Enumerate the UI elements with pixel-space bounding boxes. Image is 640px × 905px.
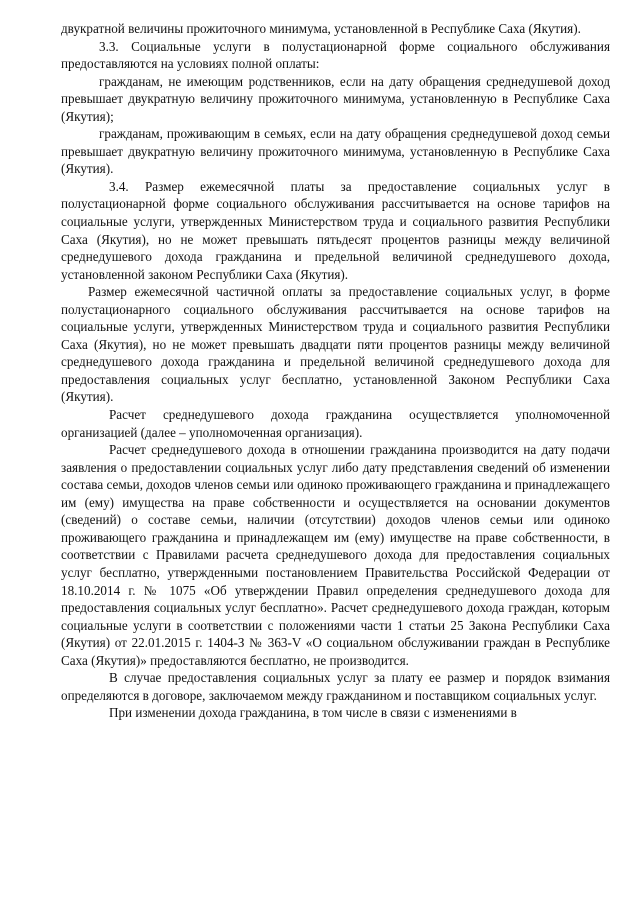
paragraph-continuation: двукратной величины прожиточного минимума, установленной в Республике Саха (Якутия).	[61, 21, 581, 36]
partial-payment-paragraph: Размер ежемесячной частичной оплаты за предоставление социальных услуг, в форме полустационарного социального обслуживания рассчитывается на основе тарифов на социальные услуги, утвержденных Министерством труда и социального развития Республики Саха (Якутия), но не может превышать двадцати пяти процентов разницы между величиной среднедушевого дохода гражданина и предельной величиной среднедушевого дохода для предоставления социальных услуг бесплатно, установленной Законом Республики Саха (Якутия).	[61, 284, 610, 405]
paid-services-paragraph: В случае предоставления социальных услуг за плату ее размер и порядок взимания определяются в договоре, заключаемом между гражданином и поставщиком социальных услуг.	[61, 670, 610, 703]
income-calculation-paragraph: Расчет среднедушевого дохода гражданина осуществляется уполномоченной организацией (далее – уполномоченная организация).	[61, 407, 610, 440]
clause-3-3: 3.3. Социальные услуги в полустационарной форме социального обслуживания предоставляются на условиях полной оплаты:	[61, 38, 610, 72]
clause-3-4: 3.4. Размер ежемесячной платы за предоставление социальных услуг в полустационарной форме социального обслуживания рассчитывается на основе тарифов на социальные услуги, утвержденных Министерством труда и социального развития Республики Саха (Якутия), но не может превышать пятьдесят процентов разницы между величиной среднедушевого дохода гражданина и предельной величиной среднедушевого дохода, установленной законом Республики Саха (Якутия).	[61, 178, 610, 282]
clause-3-3-item-2: гражданам, проживающим в семьях, если на дату обращения среднедушевой доход семьи превышает двукратную величину прожиточного минимума, установленную в Республике Саха (Якутия).	[61, 126, 610, 177]
income-calculation-details-paragraph: Расчет среднедушевого дохода в отношении гражданина производится на дату подачи заявления о предоставлении социальных услуг либо дату представления сведений об изменении состава семьи, доходов членов семьи или одиноко проживающего гражданина и принадлежащего им (ему) имущества на праве собственности и осуществляется на основании документов (сведений) о составе семьи, наличии (отсутствии) доходов членов семьи или одиноко проживающего гражданина и принадлежащем им (ему) имуществе на праве собственности, в соответствии с Правилами расчета среднедушевого дохода для предоставления социальных услуг бесплатно, утвержденными постановлением Правительства Российской Федерации от 18.10.2014 г. № 1075 «Об утверждении Правил определения среднедушевого дохода для предоставления социальных услуг бесплатно». Расчет среднедушевого дохода граждан, которым социальные услуги в соответствии с положениями части 1 статьи 25 Закона Республики Саха (Якутия) от 22.01.2015 г. 1404-З № 363-V «О социальном обслуживании граждан в Республике Саха (Якутия)» предоставляются бесплатно, не производится.	[61, 442, 610, 668]
clause-3-3-item-1: гражданам, не имеющим родственников, если на дату обращения среднедушевой доход превышает двукратную величину прожиточного минимума, установленную в Республике Саха (Якутия);	[61, 73, 610, 124]
income-change-paragraph: При изменении дохода гражданина, в том числе в связи с изменениями в	[109, 705, 517, 721]
